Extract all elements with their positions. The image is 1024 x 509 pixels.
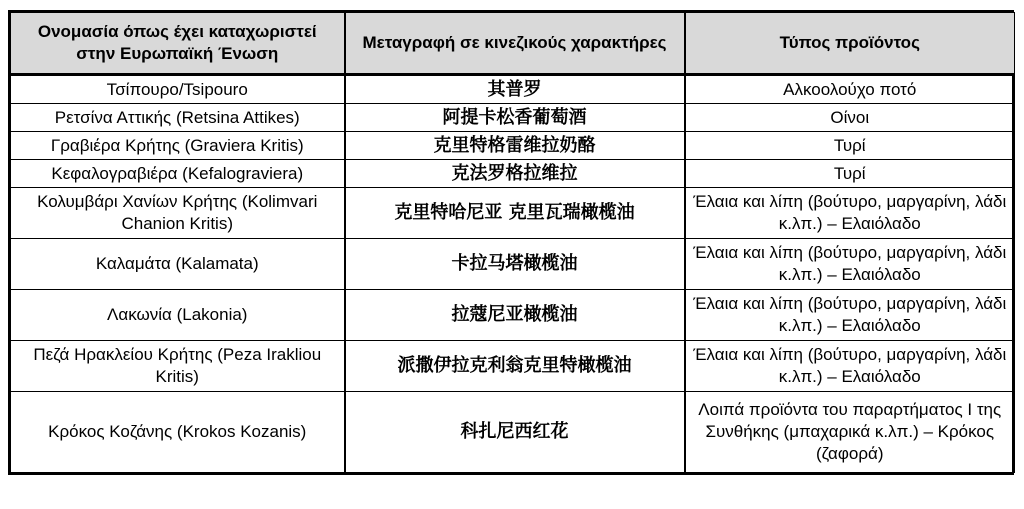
- cell-eu-name: Τσίπουρο/Tsipouro: [11, 75, 345, 104]
- cell-product-type: Έλαια και λίπη (βούτυρο, μαργαρίνη, λάδι κ.λπ.) – Ελαιόλαδο: [685, 188, 1015, 239]
- header-chinese-transcription: Μεταγραφή σε κινεζικούς χαρακτήρες: [345, 13, 685, 75]
- table-row: [11, 341, 1015, 392]
- table-row: [11, 392, 1015, 473]
- header-row: [11, 13, 1015, 75]
- header-eu-name: Ονομασία όπως έχει καταχωριστεί στην Ευρωπαϊκή Ένωση: [11, 13, 345, 75]
- cell-product-type: Λοιπά προϊόντα του παραρτήματος I της Συνθήκης (μπαχαρικά κ.λπ.) – Κρόκος (ζαφορά): [685, 392, 1015, 473]
- table-row: [11, 104, 1015, 132]
- cell-chinese: 其普罗: [345, 75, 685, 104]
- cell-chinese: 派撒伊拉克利翁克里特橄榄油: [345, 341, 685, 392]
- cell-eu-name: Κολυμβάρι Χανίων Κρήτης (Kolimvari Chanion Kritis): [11, 188, 345, 239]
- table-row: [11, 132, 1015, 160]
- gi-table: [10, 12, 1015, 473]
- cell-chinese: 克里特格雷维拉奶酪: [345, 132, 685, 160]
- cell-eu-name: Γραβιέρα Κρήτης (Graviera Kritis): [11, 132, 345, 160]
- table-row: [11, 290, 1015, 341]
- cell-eu-name: Λακωνία (Lakonia): [11, 290, 345, 341]
- table-row: [11, 239, 1015, 290]
- cell-product-type: Έλαια και λίπη (βούτυρο, μαργαρίνη, λάδι κ.λπ.) – Ελαιόλαδο: [685, 290, 1015, 341]
- cell-product-type: Οίνοι: [685, 104, 1015, 132]
- cell-product-type: Έλαια και λίπη (βούτυρο, μαργαρίνη, λάδι κ.λπ.) – Ελαιόλαδο: [685, 239, 1015, 290]
- cell-eu-name: Κεφαλογραβιέρα (Kefalograviera): [11, 160, 345, 188]
- table-row: [11, 188, 1015, 239]
- gi-table-container: [8, 10, 1014, 475]
- cell-eu-name: Κρόκος Κοζάνης (Krokos Kozanis): [11, 392, 345, 473]
- cell-chinese: 科扎尼西红花: [345, 392, 685, 473]
- cell-eu-name: Πεζά Ηρακλείου Κρήτης (Peza Irakliou Kritis): [11, 341, 345, 392]
- cell-chinese: 克里特哈尼亚 克里瓦瑞橄榄油: [345, 188, 685, 239]
- cell-chinese: 拉蔻尼亚橄榄油: [345, 290, 685, 341]
- cell-product-type: Έλαια και λίπη (βούτυρο, μαργαρίνη, λάδι κ.λπ.) – Ελαιόλαδο: [685, 341, 1015, 392]
- cell-product-type: Τυρί: [685, 160, 1015, 188]
- cell-chinese: 卡拉马塔橄榄油: [345, 239, 685, 290]
- table-row: [11, 75, 1015, 104]
- cell-product-type: Αλκοολούχο ποτό: [685, 75, 1015, 104]
- cell-chinese: 阿提卡松香葡萄酒: [345, 104, 685, 132]
- header-product-type: Τύπος προϊόντος: [685, 13, 1015, 75]
- cell-product-type: Τυρί: [685, 132, 1015, 160]
- table-row: [11, 160, 1015, 188]
- cell-eu-name: Ρετσίνα Αττικής (Retsina Attikes): [11, 104, 345, 132]
- cell-eu-name: Καλαμάτα (Kalamata): [11, 239, 345, 290]
- cell-chinese: 克法罗格拉维拉: [345, 160, 685, 188]
